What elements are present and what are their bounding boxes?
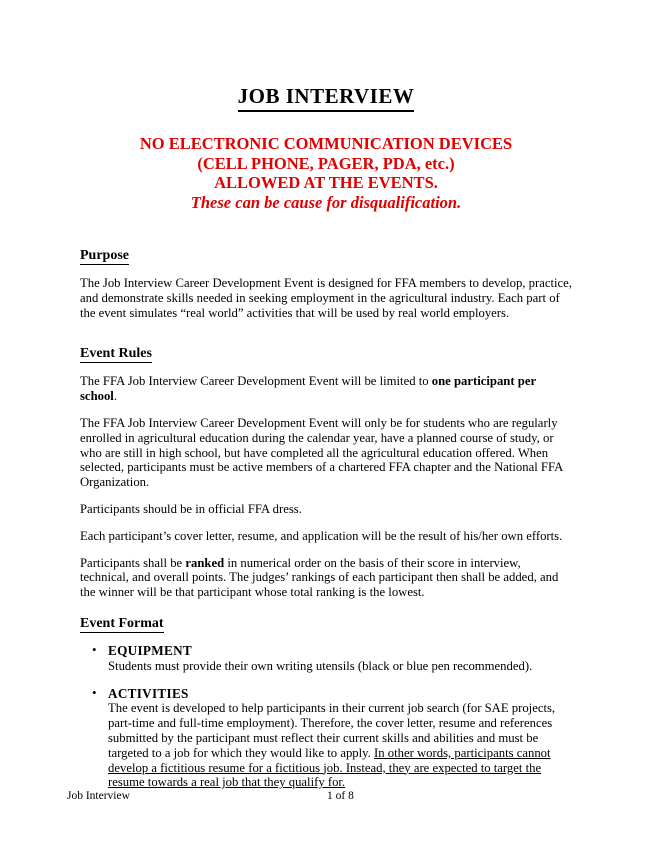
activities-text-pre: The event is developed to help participants in their current job search (for SAE projects, part-time and full-time employment). Therefore, the cover letter, resume and references submitted by the participant must reflect their current skills and abilities and must be targeted to a job for which they would like to apply. bbox=[108, 701, 556, 760]
event-format-section bbox=[80, 616, 572, 790]
no-devices-notice bbox=[80, 134, 572, 212]
footer-document-name: Job Interview bbox=[67, 790, 130, 802]
notice-line-2: (CELL PHONE, PAGER, PDA, etc.) bbox=[197, 153, 455, 173]
bullet-icon: • bbox=[92, 684, 97, 700]
equipment-text: Students must provide their own writing utensils (black or blue pen recommended). bbox=[108, 658, 533, 673]
event-format-heading bbox=[80, 616, 572, 633]
purpose-heading-text: Purpose bbox=[80, 248, 129, 263]
rules-p1-pre: The FFA Job Interview Career Development Event will be limited to bbox=[80, 374, 432, 389]
rules-paragraph-ranking bbox=[80, 556, 572, 600]
event-rules-heading-text: Event Rules bbox=[80, 346, 152, 362]
purpose-paragraph: The Job Interview Career Development Event is designed for FFA members to develop, practice, and demonstrate skills needed in seeking employment in the agricultural industry. Each part of the event simulates “real world” activities that will be used by real world employers. bbox=[80, 276, 572, 320]
notice-disqualification-line: These can be cause for disqualification. bbox=[190, 192, 462, 212]
event-rules-heading bbox=[80, 346, 572, 363]
equipment-label: EQUIPMENT bbox=[108, 642, 193, 658]
purpose-heading bbox=[80, 248, 572, 265]
rules-paragraph-eligibility: The FFA Job Interview Career Development Event will only be for students who are regularly enrolled in agricultural education during the calendar year, have a planned course of study, or who are still in high school, but have completed all the agricultural education offered. When selected, participants must be active members of a chartered FFA chapter and the National FFA Organization. bbox=[80, 415, 563, 490]
notice-line-1: NO ELECTRONIC COMMUNICATION DEVICES bbox=[139, 134, 513, 153]
event-rules-section bbox=[80, 346, 572, 600]
activities-label: ACTIVITIES bbox=[108, 685, 189, 701]
notice-line-3: ALLOWED AT THE EVENTS. bbox=[214, 173, 438, 192]
activities-bullet-item bbox=[80, 684, 572, 791]
document-content bbox=[80, 84, 572, 803]
rules-paragraph-dress: Participants should be in official FFA dress. bbox=[80, 501, 302, 516]
rules-paragraph-own-efforts: Each participant’s cover letter, resume, and application will be the result of his/her own efforts. bbox=[80, 528, 563, 543]
event-format-heading-text: Event Format bbox=[80, 615, 164, 631]
rules-p1-post: . bbox=[113, 389, 118, 404]
rules-paragraph-limit bbox=[80, 374, 572, 404]
rules-p5-post: in numerical order on the basis of their score in interview, technical, and overall points. The judges’ rankings of each participant then shall be added, and the winner will be that participant whose total ranking is the lowest. bbox=[80, 555, 559, 600]
rules-p5-pre: Participants shall be bbox=[80, 555, 186, 570]
equipment-bullet-item bbox=[80, 641, 572, 674]
document-title bbox=[80, 84, 572, 112]
purpose-section bbox=[80, 248, 572, 320]
footer-page-number: 1 of 8 bbox=[327, 790, 354, 802]
activities-text-underlined: In other words, participants cannot develop a fictitious resume for a fictitious job. Instead, they are expected to target the resume towards a real job that they qualify for. bbox=[108, 745, 551, 790]
document-title-text: JOB INTERVIEW bbox=[238, 84, 415, 112]
activities-text bbox=[108, 701, 572, 790]
rules-p1-bold: one participant per school bbox=[80, 374, 536, 404]
bullet-icon: • bbox=[92, 641, 97, 657]
rules-p5-bold: ranked bbox=[185, 555, 225, 570]
